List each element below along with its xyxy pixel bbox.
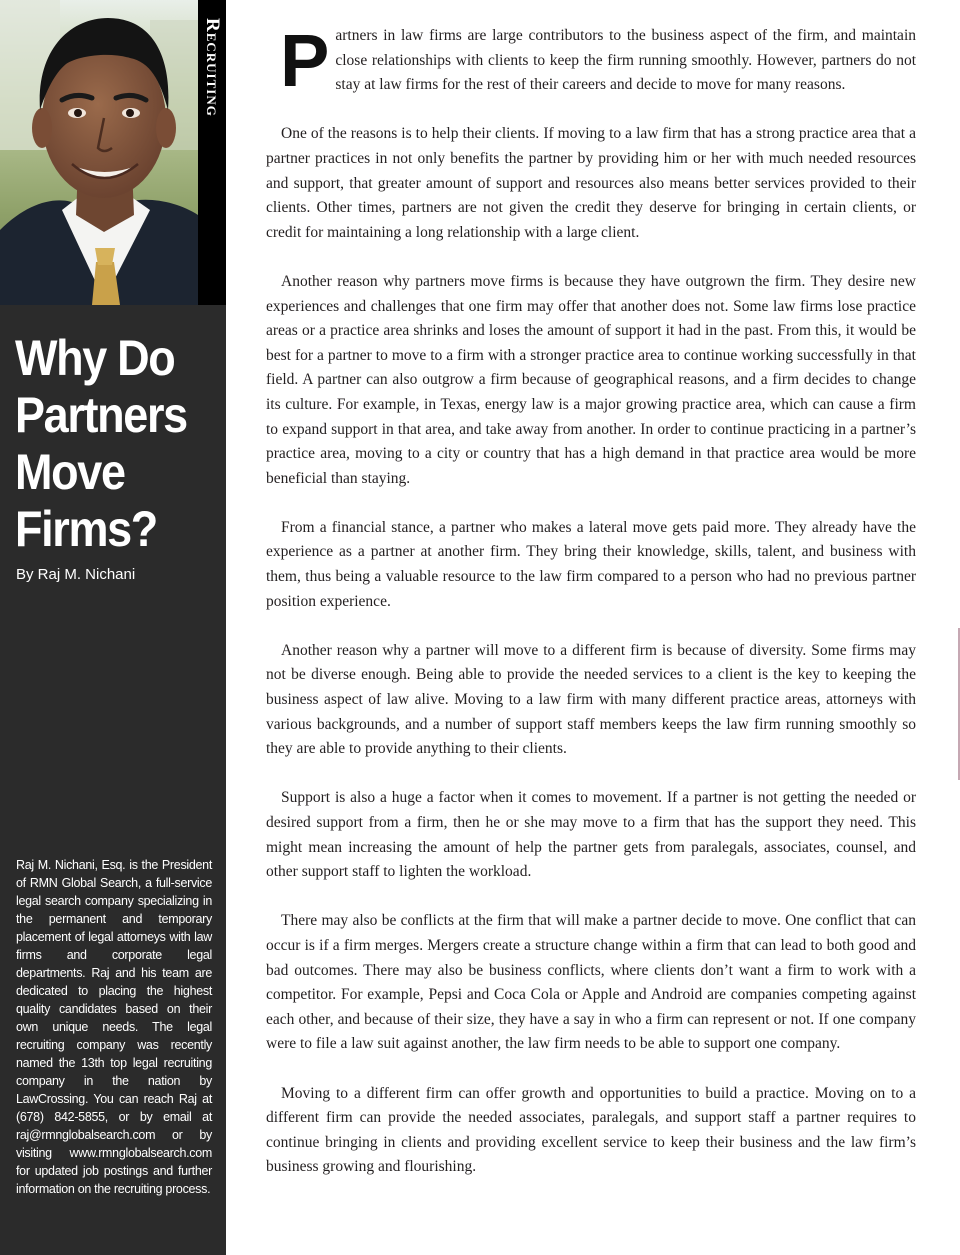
paragraph-text: artners in law firms are large contributors to the business aspect of the firm, and maintain close relationships with clients to keep the firm running smoothly. However, partners do not stay at law firms for the rest of their careers and decide to move for many reasons. (335, 27, 916, 94)
article-headline (15, 330, 200, 558)
drop-cap: P (280, 19, 330, 102)
article-paragraph: One of the reasons is to help their clients. If moving to a law firm that has a strong practice area that a partner practices in not only benefits the partner by providing him or her with much needed resources and support, that greater amount of support and resources also means better services provided to their clients. Other times, partners are not given the credit they deserve for bringing in certain clients, or credit for maintaining a long relationship with a large client. (266, 125, 916, 241)
author-bio: Raj M. Nichani, Esq. is the President of RMN Global Search, a full-service legal search company specializing in the permanent and temporary placement of legal attorneys with law firms and corporate legal departments. Raj and his team are dedicated to placing the highest quality candidates based on their own unique needs. The legal recruiting company was recently named the 13th top legal recruiting company in the nation by LawCrossing. You can reach Raj at (678) 842-5855, or by email at raj@rmnglobalsearch.com or by visiting www.rmnglobalsearch.com for updated job postings and further information on the recruiting process. (16, 858, 212, 1196)
article-paragraph (266, 19, 916, 102)
article-paragraph: From a financial stance, a partner who makes a lateral move gets paid more. They already have the experience as a partner at another firm. They bring their knowledge, skills, talent, and business with them, thus being a valuable resource to the law firm compared to a person who had no previous partner position experience. (266, 518, 916, 610)
author-photo (0, 0, 198, 305)
headline-line: Why Do (15, 330, 175, 386)
headline-line: Partners (15, 387, 187, 443)
section-label: Recruiting (202, 18, 223, 117)
headline-line: Move (15, 444, 125, 500)
article-body (266, 19, 916, 1205)
article-paragraph: Support is also a huge a factor when it comes to movement. If a partner is not getting the needed or desired support from a firm, then he or she may move to a firm that has the support they need. This might mean increasing the amount of help the partner gets from paralegals, associates, counsel, and other support staff to lighten the workload. (266, 789, 916, 881)
article-paragraph: There may also be conflicts at the firm that will make a partner decide to move. One conflict that can occur is if a firm merges. Mergers create a structure change within a firm that can lead to both good and bad outcomes. There may also be business conflicts, where clients don’t want a firm to work with a competitor. For example, Pepsi and Coca Cola or Apple and Android are companies competing against each other, and because of their size, they have a say in who a firm can represent or not. If one company were to file a law suit against another, the law firm needs to be able to support one company. (266, 912, 916, 1053)
article-paragraph: Moving to a different firm can offer growth and opportunities to build a practice. Moving on to a different firm can provide the needed associates, paralegals, and support staff a partner requires to continue bringing in clients and providing excellent service to keep their business and the law firm’s business growing and flourishing. (266, 1084, 916, 1176)
headline-line: Firms? (15, 501, 157, 557)
section-tab (198, 0, 226, 305)
article-paragraph: Another reason why partners move firms is because they have outgrown the firm. They desire new experiences and challenges that one firm may offer that another does not. Some law firms lose practice areas or a practice area shrinks and loses the amount of support it had in the past. From this, it would be best for a partner to move to a firm with a stronger practice area to continue working successfully in that field. A partner can also outgrow a firm because of geographical reasons, and a firm decides to change its culture. For example, in Texas, energy law is a major growing practice area, which can cause a firm to expand support in that area, and take away from another. In order to continue practicing in a partner’s practice area, moving to a city or country that has a high demand in that practice area would be more beneficial than staying. (266, 272, 916, 487)
byline: By Raj M. Nichani (16, 566, 136, 583)
article-paragraph: Another reason why a partner will move to a different firm is because of diversity. Some firms may not be diverse enough. Being able to provide the needed services to a client is the key to keeping the business aspect of law alive. Moving to a law firm with many different practice areas, attorneys with various backgrounds, and a number of support staff members keeps the law firm running smoothly so they are able to provide anything to their clients. (266, 641, 916, 758)
